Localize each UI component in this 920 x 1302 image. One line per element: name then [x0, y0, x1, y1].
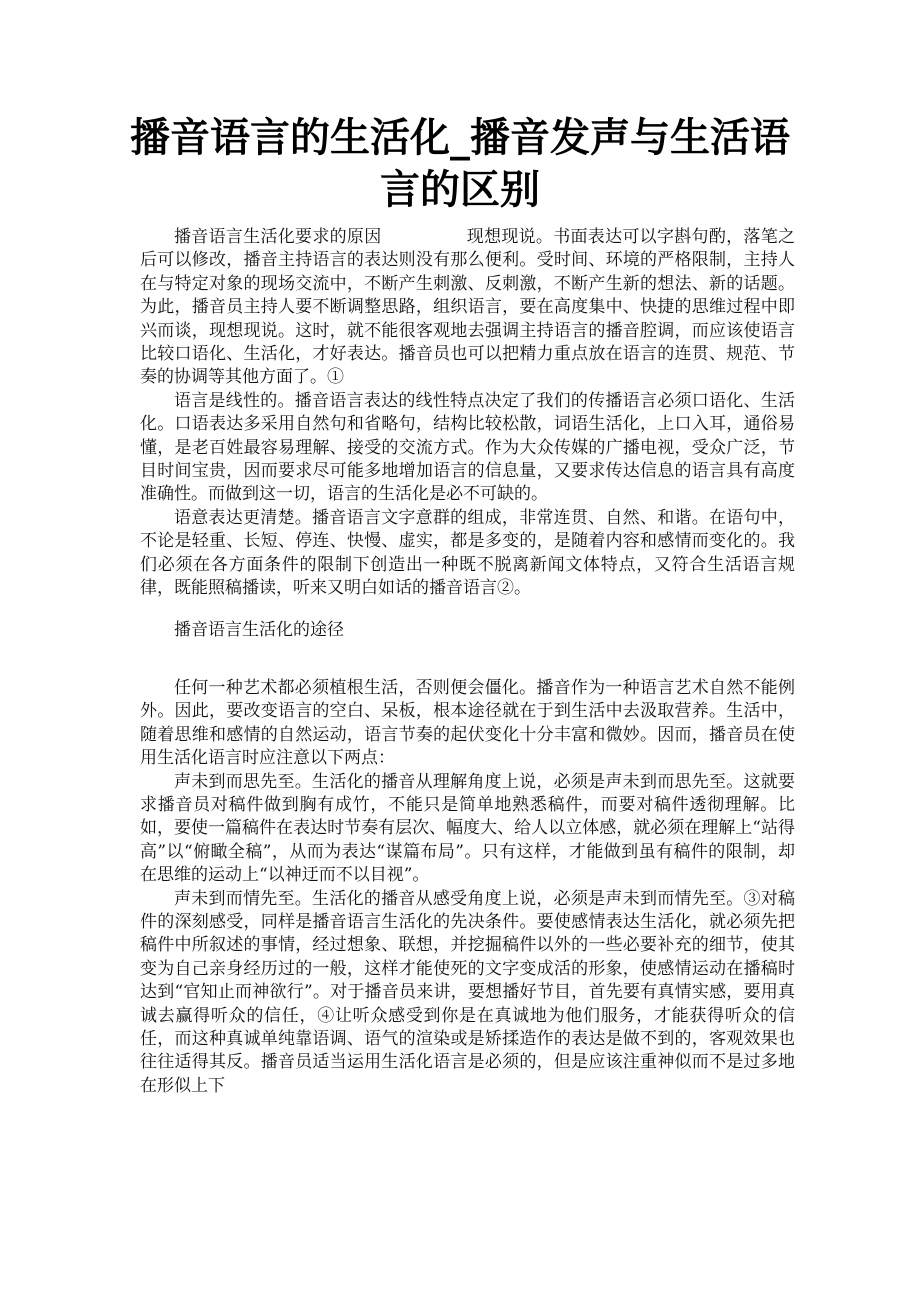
document-body — [140, 226, 795, 1098]
paragraph-lead: 播音语言生活化要求的原因 — [174, 227, 382, 247]
paragraph-linear-language: 语言是线性的。播音语言表达的线性特点决定了我们的传播语言必须口语化、生活化。口语表达多采用自然句和省略句，结构比较松散，词语生活化，上口入耳，通俗易懂，是老百姓最容易理解、接受的交流方式。作为大众传媒的广播电视，受众广泛，节目时间宝贵，因而要求尽可能多地增加语言的信息量，又要求传达信息的语言具有高度准确性。而做到这一切，语言的生活化是必不可缺的。 — [140, 390, 795, 505]
paragraph-thought-before-voice: 声未到而思先至。生活化的播音从理解角度上说，必须是声未到而思先至。这就要求播音员对稿件做到胸有成竹，不能只是简单地熟悉稿件，而要对稿件透彻理解。比如，要使一篇稿件在表达时节奏有层次、幅度大、给人以立体感，就必须在理解上“站得高”以“俯瞰全稿”，从而为表达“谋篇布局”。只有这样，才能做到虽有稿件的限制，却在思维的运动上“以神迂而不以目视”。 — [140, 771, 795, 886]
paragraph-art-rooted-in-life: 任何一种艺术都必须植根生活，否则便会僵化。播音作为一种语言艺术自然不能例外。因此，要改变语言的空白、呆板，根本途径就在于到生活中去汲取营养。生活中，随着思维和感情的自然运动，语言节奏的起伏变化十分丰富和微妙。因而，播音员在使用生活化语言时应注意以下两点： — [140, 677, 795, 769]
document-title: 播音语言的生活化_播音发声与生活语言的区别 — [130, 114, 790, 213]
paragraph-emotion-before-voice: 声未到而情先至。生活化的播音从感受角度上说，必须是声未到而情先至。③对稿件的深刻感受，同样是播音语言生活化的先决条件。要使感情表达生活化，就必须先把稿件中所叙述的事情，经过想象、联想，并挖掘稿件以外的一些必要补充的细节，使其变为自己亲身经历过的一般，这样才能使死的文字变成活的形象，使感情运动在播稿时达到“官知止而神欲行”。对于播音员来讲，要想播好节目，首先要有真情实感，要用真诚去赢得听众的信任，④让听众感受到你是在真诚地为他们服务，才能获得听众的信任，而这种真诚单纯靠语调、语气的渲染或是矫揉造作的表达是做不到的，客观效果也往往适得其反。播音员适当运用生活化语言是必须的，但是应该注重神似而不是过多地在形似上下 — [140, 888, 795, 1096]
paragraph-meaning-clarity: 语意表达更清楚。播音语言文字意群的组成，非常连贯、自然、和谐。在语句中，不论是轻重、长短、停连、快慢、虚实，都是多变的，是随着内容和感情而变化的。我们必须在各方面条件的限制下创造出一种既不脱离新闻文体特点，又符合生活语言规律，既能照稿播读，听来又明白如话的播音语言②。 — [140, 507, 795, 599]
paragraph-reasons — [140, 226, 795, 390]
section-heading-methods: 播音语言生活化的途径 — [174, 619, 344, 640]
paragraph-text: 现想现说。书面表达可以字斟句酌，落笔之后可以修改，播音主持语言的表达则没有那么便利。受时间、环境的严格限制，主持人在与特定对象的现场交流中，不断产生刺激、反刺激，不断产生新的想法、新的话题。为此，播音员主持人要不断调整思路，组织语言，要在高度集中、快捷的思维过程中即兴而谈，现想现说。这时，就不能很客观地去强调主持语言的播音腔调，而应该使语言比较口语化、生活化，才好表达。播音员也可以把精力重点放在语言的连贯、规范、节奏的协调等其他方面了。① — [140, 227, 795, 388]
